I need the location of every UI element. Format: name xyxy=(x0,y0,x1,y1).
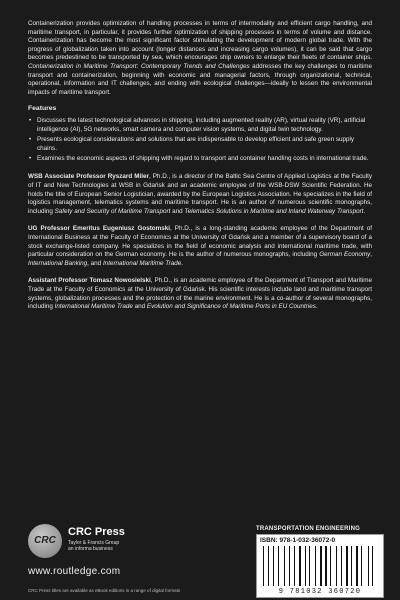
author-name: WSB Associate Professor Ryszard Miler xyxy=(28,173,149,181)
bio-text: , and xyxy=(87,259,103,267)
bio-text: , Ph.D., is a director of the Baltic Sea Centre of Applied Logistics at the Faculty of IT and New Technologies at WSB in Gdańsk and an academic employee of the WSB-DSW Scientific Federation. He holds the title of European Senior Logistician, awarded by the European Logistics Association. He specializes in the field of logistics management, telematics systems and maritime transport. He is an author of numerous scientific monographs, including xyxy=(28,173,372,215)
group-line: an informa business xyxy=(68,546,113,552)
features-list xyxy=(28,117,372,163)
bio-title: International Maritime Trade xyxy=(54,303,133,311)
book-title-italic: Containerization in Maritime Transport: Contemporary Trends and Challenges xyxy=(28,62,250,70)
barcode-icon xyxy=(263,546,377,586)
publisher-group xyxy=(68,540,119,552)
feature-item: • Presents ecological considerations and solutions that are indispensable to develop efficient and safe green supply chains. xyxy=(37,136,372,153)
cover-text xyxy=(28,20,372,321)
publisher-website: www.routledge.com xyxy=(28,566,121,577)
bio-title: Safety and Security of Maritime Transport xyxy=(54,207,171,215)
bio-text: , xyxy=(370,251,372,259)
bio-title: German Economy xyxy=(319,251,371,259)
ebook-note: CRC Press titles are available as eBook editions in a range of digital formats xyxy=(28,588,181,593)
crc-logo-icon xyxy=(28,524,62,558)
isbn-block xyxy=(256,526,386,598)
bio-title: Telematics Solutions in Maritime and Inland Waterway Transport xyxy=(184,207,364,215)
author-bio-gostomski xyxy=(28,225,372,268)
publisher-logo xyxy=(28,524,148,564)
group-line: Taylor & Francis Group xyxy=(68,540,120,546)
description-paragraph xyxy=(28,20,372,97)
cover-footer xyxy=(0,516,400,600)
bio-text: . xyxy=(181,259,183,267)
author-bio-miler xyxy=(28,173,372,216)
bio-title: Evolution and Significance of Maritime Ports in EU Countries xyxy=(146,303,316,311)
description-text-a: Containerization provides optimization of handling processes in terms of intermodality and efficient cargo handling, and maritime transport, in particular, it provides further optimization of shipping processes in terms of volume and distance. Containerization has become the most significant factor stimulating the development of modern global trade. With the progress of globalization taken into account (longer distances and increasing cargo volumes), it can be said that cargo becomes predestined to be transported by sea, which encourages ship owners to enlarge their fleets of container ships. xyxy=(28,20,372,62)
subject-category: TRANSPORTATION ENGINEERING xyxy=(256,526,360,532)
barcode-number: 9 781032 360720 xyxy=(278,588,362,596)
bio-text: . xyxy=(315,303,318,311)
feature-item: • Discusses the latest technological advances in shipping, including augmented reality (AR), virtual reality (VR), artificial intelligence (AI), 5G networks, smart camera and computer vision systems, and digital twin technology. xyxy=(37,117,372,134)
bio-title: International Banking xyxy=(28,259,88,267)
bio-text: and xyxy=(132,303,147,311)
bio-text: , Ph.D., is a long-standing academic employee of the Department of International Business at the Faculty of Economics at the University of Gdańsk and a member of a supervisory board of a stock exchange-listed company. He specializes in the field of economic analysis and international maritime trade, with particular consideration on the German economy. He is the author of numerous monographs, including xyxy=(28,225,372,259)
author-name: UG Professor Emeritus Eugeniusz Gostomski xyxy=(28,225,171,233)
isbn-label: ISBN: 978-1-032-36072-0 xyxy=(260,537,336,544)
bio-text: , Ph.D., is an academic employee of the Department of Transport and Maritime Trade at the Faculty of Economics at the University of Gdańsk. His scientific interests include land and maritime transport systems, globalization processes and the protection of the marine environment. He is a co-author of several monographs, including xyxy=(28,277,372,311)
bio-title: International Maritime Trade xyxy=(102,259,182,267)
bio-text: and xyxy=(170,207,185,215)
barcode-card xyxy=(256,534,384,598)
author-bio-nowosielski xyxy=(28,277,372,311)
publisher-name: CRC Press xyxy=(68,526,125,538)
description-text-b: addresses the key challenges to maritime transport and containerization, beginning with economic and managerial factors, through organizational, technical, operational, information and IT challenges, and ending with ecological challenges—ideally to lessen the environmental impacts of maritime transport. xyxy=(28,62,372,96)
bio-text: . xyxy=(363,207,366,215)
feature-item: • Examines the economic aspects of shipping with regard to transport and container handling costs in international trade. xyxy=(37,155,372,163)
author-name: Assistant Professor Tomasz Nowosielski xyxy=(28,277,151,285)
features-heading: Features xyxy=(28,105,57,113)
logo-mark: CRC xyxy=(34,535,56,546)
